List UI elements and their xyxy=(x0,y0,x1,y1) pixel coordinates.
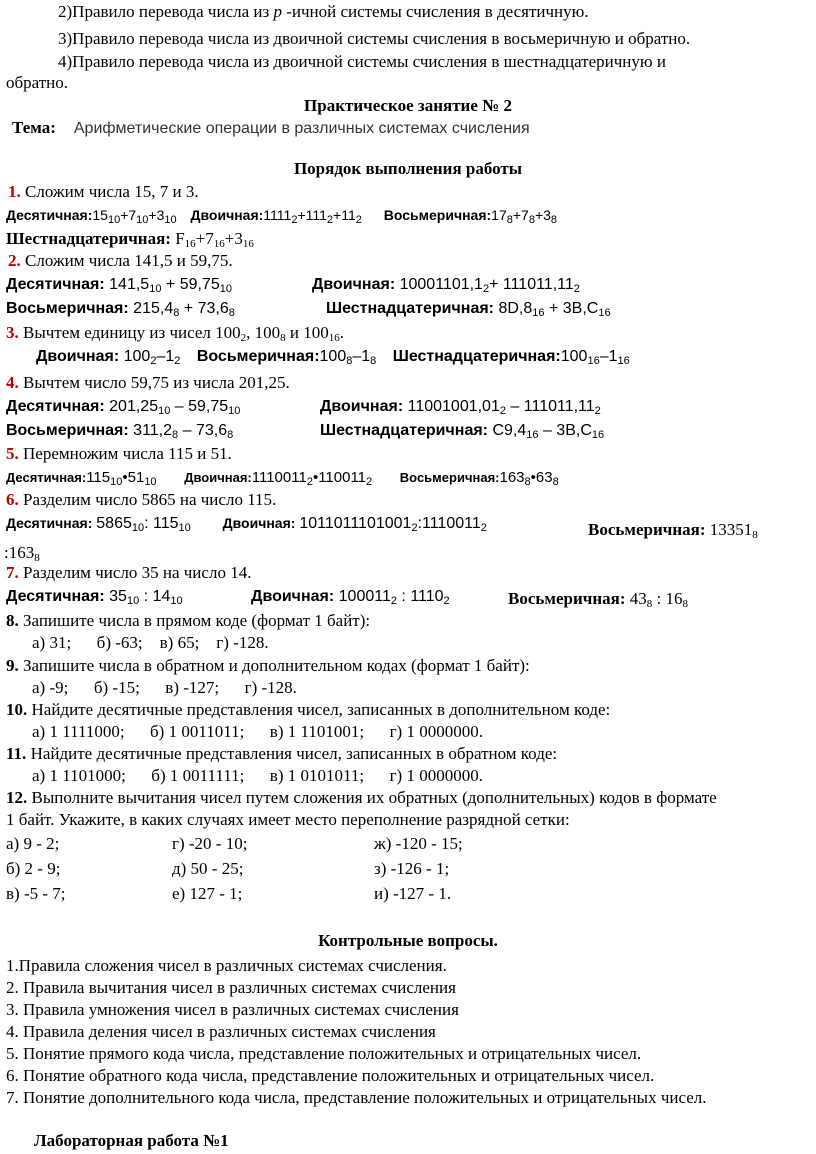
task-5: 5. Перемножим числа 115 и 51. xyxy=(6,444,232,463)
task-7-oct: Восьмеричная: $43_8$ : $16_8$ xyxy=(508,589,688,610)
topic-line: Тема: Арифметические операции в различных системах счисления xyxy=(12,118,530,137)
task-6-oct-cont: $:163_8$ xyxy=(4,543,40,564)
task-1: 1. Сложим числа 15, 7 и 3. xyxy=(8,182,199,201)
task-1-dec-bin-oct: $Десятичная:15_{10}+7_{10}+3_{10}$ $Двоичная:1111_2+111_2+11_2$ $Восьмеричная:17_8+7_8+3_8$ xyxy=(6,207,558,226)
control-item: 1.Правила сложения чисел в различных системах счисления. xyxy=(6,956,447,975)
task-9: 9. Запишите числа в обратном и дополнительном кодах (формат 1 байт): xyxy=(6,656,530,675)
control-title: Контрольные вопросы. xyxy=(318,931,498,950)
task-10-answers: а) 1 1111000; б) 1 0011011; в) 1 1101001; г) 1 0000000. xyxy=(32,722,483,741)
task-12-zh: ж) -120 - 15; xyxy=(374,834,463,853)
task-2-dec: Десятичная: $141,5_{10} + 59,75_{10}$ xyxy=(6,276,232,295)
rule-2: 2)Правило перевода числа из p -ичной системы счисления в десятичную. xyxy=(58,2,589,21)
control-item: 5. Понятие прямого кода числа, представление положительных и отрицательных чисел. xyxy=(6,1044,642,1063)
task-4-oct: Восьмеричная: $311,2_8 - 73,6_8$ xyxy=(6,422,234,441)
task-2: 2. Сложим числа 141,5 и 59,75. xyxy=(8,251,233,270)
task-3-codes: Двоичная: $100_2-1_2$ $Восьмеричная:100_8-1_8$ $Шестнадцатеричная:100_{16}-1_{16}$ xyxy=(36,348,630,367)
task-7: 7. Разделим число 35 на число 14. xyxy=(6,563,252,582)
task-2-bin: Двоичная: $10001101,1_2+ 111011,11_2$ xyxy=(312,276,580,295)
task-11: 11. Найдите десятичные представления чисел, записанных в обратном коде: xyxy=(6,744,558,763)
task-12-i: и) -127 - 1. xyxy=(374,884,452,903)
rule-4-cont: обратно. xyxy=(6,73,69,92)
task-7-codes: Десятичная: $35_{10}$ : $14_{10}$ Двоичная: $100011_2$ : $1110_2$ xyxy=(6,588,450,607)
task-12-e: е) 127 - 1; xyxy=(172,884,243,903)
task-12-b: б) 2 - 9; xyxy=(6,859,61,878)
task-12-v: в) -5 - 7; xyxy=(6,884,66,903)
task-6-oct: Восьмеричная: $13351_8$ xyxy=(588,520,758,541)
task-11-answers: а) 1 1101000; б) 1 0011111; в) 1 0101011; г) 1 0000000. xyxy=(32,766,483,785)
task-12-cont: 1 байт. Укажите, в каких случаях имеет место переполнение разрядной сетки: xyxy=(6,810,570,829)
task-2-oct: Восьмеричная: $215,4_8 + 73,6_8$ xyxy=(6,300,235,319)
task-8-answers: а) 31; б) -63; в) 65; г) -128. xyxy=(32,633,269,652)
lab-title: Лабораторная работа №1 xyxy=(34,1131,229,1150)
task-4: 4. Вычтем число 59,75 из числа 201,25. xyxy=(6,373,290,392)
task-12-z: з) -126 - 1; xyxy=(374,859,450,878)
order-title: Порядок выполнения работы xyxy=(293,159,523,178)
task-6: 6. Разделим число 5865 на число 115. xyxy=(6,490,277,509)
task-4-hex: Шестнадцатеричная: $C9,4_{16} - 3B,C_{16}$ xyxy=(320,422,605,441)
task-2-hex: Шестнадцатеричная: $8D,8_{16} + 3B,C_{16}$ xyxy=(326,300,611,319)
control-item: 3. Правила умножения чисел в различных системах счисления xyxy=(6,1000,459,1019)
task-10: 10. Найдите десятичные представления чисел, записанных в дополнительном коде: xyxy=(6,700,611,719)
task-5-codes: $Десятичная:115_{10}•51_{10}$ $Двоичная:1110011_2•110011_2$ $Восьмеричная:163_8•63_8$ xyxy=(6,469,559,488)
task-3: 3. Вычтем единицу из чисел $100_2$, $100_8$ и $100_{16}$. xyxy=(6,323,345,344)
task-12-g: г) -20 - 10; xyxy=(172,834,248,853)
control-item: 6. Понятие обратного кода числа, представление положительных и отрицательных чисел. xyxy=(6,1066,655,1085)
task-12-a: а) 9 - 2; xyxy=(6,834,60,853)
task-6-codes: Десятичная: $5865_{10}$: $115_{10}$ Двоичная: $1011011101001_2:1110011_2$ xyxy=(6,515,487,534)
task-4-bin: Двоичная: $11001001,01_2 - 111011,11_2$ xyxy=(320,398,601,417)
task-12: 12. Выполните вычитания чисел путем сложения их обратных (дополнительных) кодов в формате xyxy=(6,788,717,807)
control-item: 4. Правила деления чисел в различных системах счисления xyxy=(6,1022,436,1041)
control-item: 2. Правила вычитания чисел в различных системах счисления xyxy=(6,978,456,997)
task-1-hex: Шестнадцатеричная: $F_{16}+7_{16}+3_{16}$ xyxy=(6,229,254,250)
control-item: 7. Понятие дополнительного кода числа, представление положительных и отрицательных чисел. xyxy=(6,1088,707,1107)
practical-title: Практическое занятие № 2 xyxy=(304,96,512,115)
rule-3: 3)Правило перевода числа из двоичной системы счисления в восьмеричную и обратно. xyxy=(58,29,691,48)
task-4-dec: Десятичная: $201,25_{10} - 59,75_{10}$ xyxy=(6,398,241,417)
task-12-d: д) 50 - 25; xyxy=(172,859,244,878)
task-9-answers: а) -9; б) -15; в) -127; г) -128. xyxy=(32,678,297,697)
rule-4: 4)Правило перевода числа из двоичной системы счисления в шестнадцатеричную и xyxy=(58,52,666,71)
task-8: 8. Запишите числа в прямом коде (формат 1 байт): xyxy=(6,611,371,630)
